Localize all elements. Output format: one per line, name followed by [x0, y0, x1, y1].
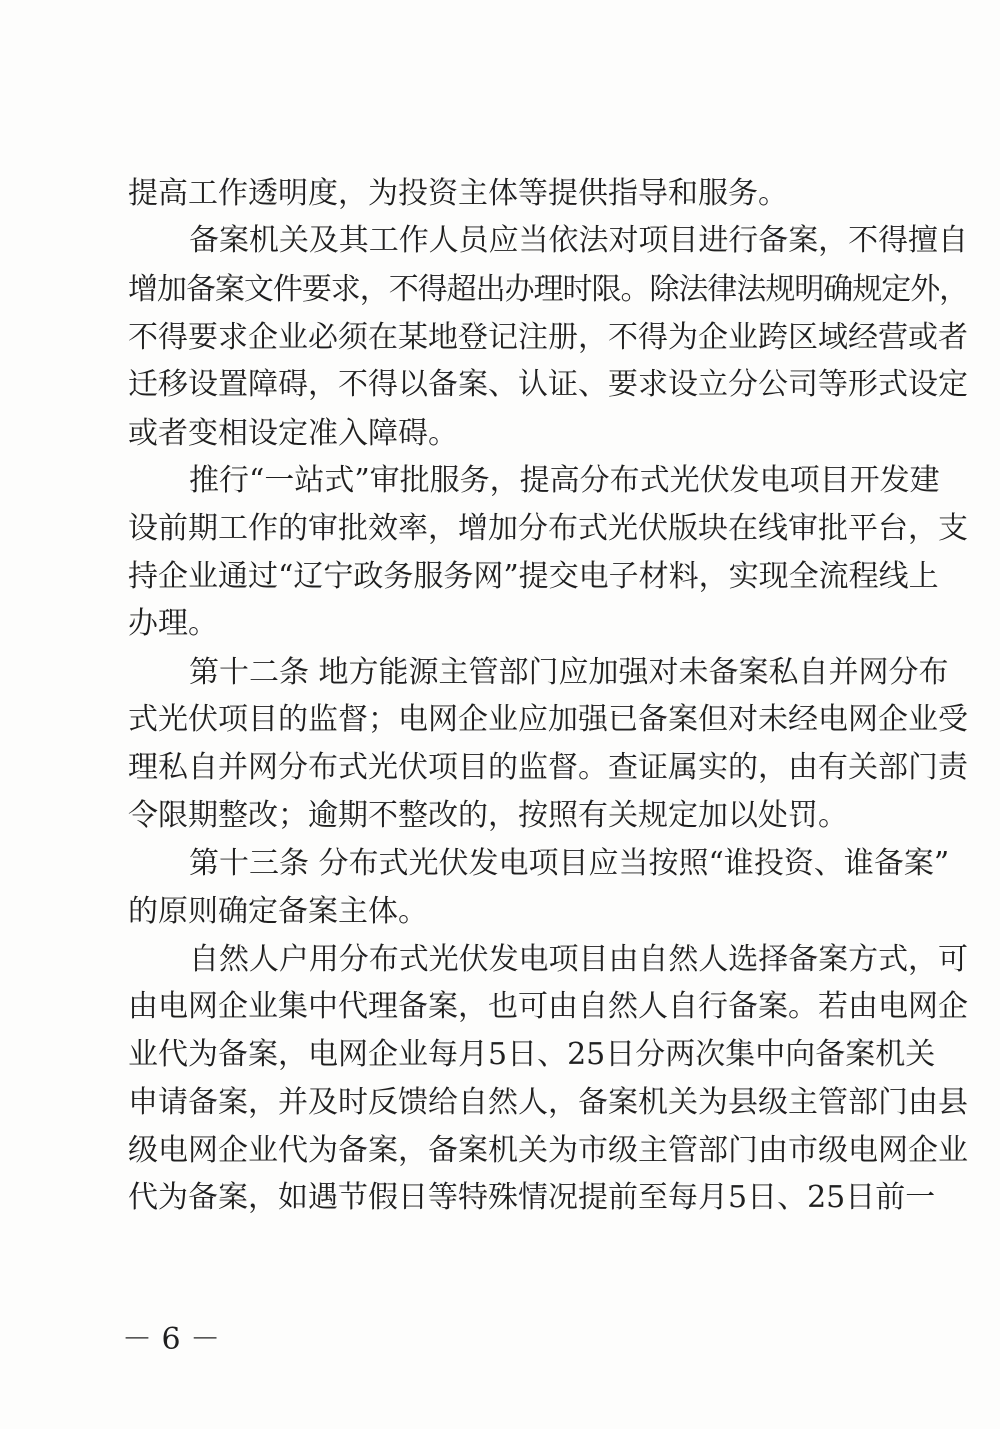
- text-line: 持企业通过“辽宁政务服务网”提交电子材料，实现全流程线上: [128, 559, 939, 594]
- text-line: 理私自并网分布式光伏项目的监督。查证属实的，由有关部门责: [128, 750, 968, 785]
- text-line: 备案机关及其工作人员应当依法对项目进行备案，不得擅自: [189, 223, 968, 258]
- text-line: 的原则确定备案主体。: [128, 894, 428, 929]
- text-line: 业代为备案，电网企业每月5日、25日分两次集中向备案机关: [128, 1037, 936, 1072]
- article-13-heading-line: 第十三条 分布式光伏发电项目应当按照“谁投资、谁备案”: [189, 846, 950, 881]
- text-line: 申请备案，并及时反馈给自然人，备案机关为县级主管部门由县: [128, 1085, 968, 1120]
- text-line: 由电网企业集中代理备案，也可由自然人自行备案。若由电网企: [128, 989, 968, 1024]
- text-line: 提高工作透明度，为投资主体等提供指导和服务。: [128, 176, 788, 211]
- text-line: 迁移设置障碍，不得以备案、认证、要求设立分公司等形式设定: [128, 367, 968, 402]
- text-line: 或者变相设定准入障碍。: [128, 416, 458, 451]
- text-line: 设前期工作的审批效率，增加分布式光伏版块在线审批平台，支: [128, 511, 968, 546]
- text-line: 式光伏项目的监督；电网企业应加强已备案但对未经电网企业受: [128, 702, 968, 737]
- text-line: 不得要求企业必须在某地登记注册，不得为企业跨区域经营或者: [128, 320, 968, 355]
- text-line: 推行“一站式”审批服务，提高分布式光伏发电项目开发建: [189, 463, 940, 498]
- page-number: － 6 －: [122, 1322, 221, 1357]
- text-line: 增加备案文件要求，不得超出办理时限。除法律法规明确规定外，: [128, 272, 969, 307]
- text-line: 代为备案，如遇节假日等特殊情况提前至每月5日、25日前一: [128, 1180, 936, 1215]
- text-line: 办理。: [128, 606, 218, 641]
- article-12-heading-line: 第十二条 地方能源主管部门应加强对未备案私自并网分布: [189, 655, 949, 690]
- text-line: 令限期整改；逾期不整改的，按照有关规定加以处罚。: [128, 798, 848, 833]
- text-line: 级电网企业代为备案，备案机关为市级主管部门由市级电网企业: [128, 1133, 968, 1168]
- text-line: 自然人户用分布式光伏发电项目由自然人选择备案方式，可: [189, 942, 968, 977]
